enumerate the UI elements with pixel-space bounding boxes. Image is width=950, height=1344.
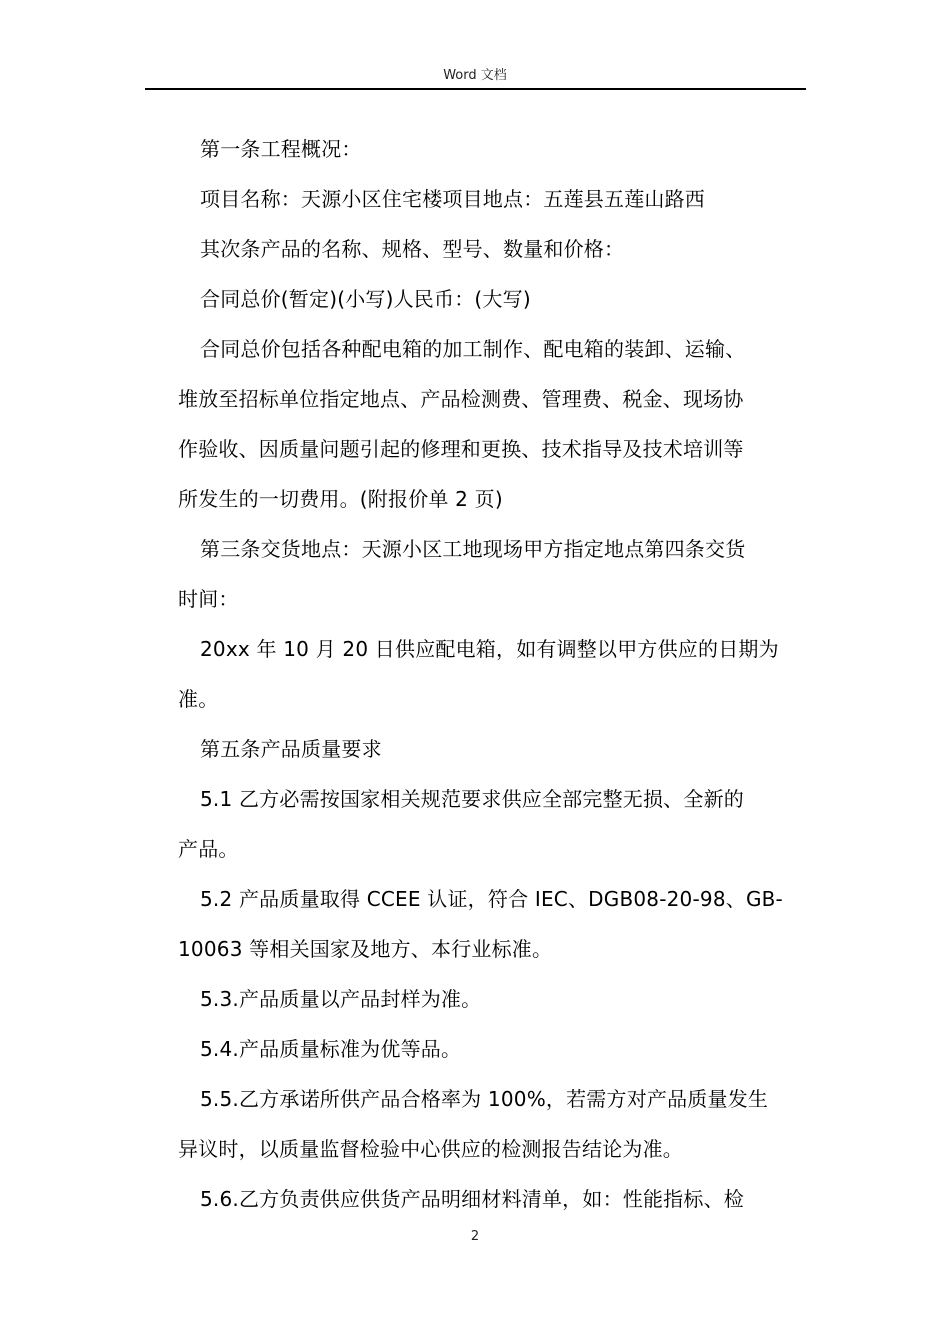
clause-5-6-line-1: 5.6.乙方负责供应供货产品明细材料清单，如：性能指标、检: [200, 1187, 744, 1211]
article-5-heading: 第五条产品质量要求: [200, 737, 382, 761]
article-3-delivery-line-2: 时间：: [178, 587, 239, 611]
document-header-title: Word 文档: [443, 68, 507, 83]
delivery-date-line-1: 20xx 年 10 月 20 日供应配电箱，如有调整以甲方供应的日期为: [200, 637, 779, 661]
price-includes-line-3: 作验收、因质量问题引起的修理和更换、技术指导及技术培训等: [178, 437, 744, 461]
delivery-date-line-2: 准。: [178, 687, 219, 711]
clause-5-5-line-2: 异议时，以质量监督检验中心供应的检测报告结论为准。: [178, 1137, 683, 1161]
clause-5-1-line-1: 5.1 乙方必需按国家相关规范要求供应全部完整无损、全新的: [200, 787, 744, 811]
clause-5-4: 5.4.产品质量标准为优等品。: [200, 1037, 462, 1061]
contract-total-price-line: 合同总价(暂定)(小写)人民币：(大写): [200, 287, 531, 311]
document-body: [178, 124, 806, 1224]
page-number: 2: [470, 1229, 480, 1244]
project-name-line: 项目名称：天源小区住宅楼项目地点：五莲县五莲山路西: [200, 187, 705, 211]
clause-5-1-line-2: 产品。: [178, 837, 239, 861]
clause-5-3: 5.3.产品质量以产品封样为准。: [200, 987, 482, 1011]
clause-5-2-line-1: 5.2 产品质量取得 CCEE 认证，符合 IEC、DGB08-20-98、GB-: [200, 887, 783, 911]
article-2-heading: 其次条产品的名称、规格、型号、数量和价格：: [200, 237, 625, 261]
price-includes-line-2: 堆放至招标单位指定地点、产品检测费、管理费、税金、现场协: [178, 387, 744, 411]
header-divider: [145, 88, 806, 90]
clause-5-2-line-2: 10063 等相关国家及地方、本行业标准。: [178, 937, 553, 961]
article-3-delivery-line-1: 第三条交货地点：天源小区工地现场甲方指定地点第四条交货: [200, 537, 746, 561]
price-includes-line-1: 合同总价包括各种配电箱的加工制作、配电箱的装卸、运输、: [200, 337, 746, 361]
article-1-heading: 第一条工程概况：: [200, 137, 362, 161]
price-includes-line-4: 所发生的一切费用。(附报价单 2 页): [178, 487, 503, 511]
clause-5-5-line-1: 5.5.乙方承诺所供产品合格率为 100%，若需方对产品质量发生: [200, 1087, 769, 1111]
